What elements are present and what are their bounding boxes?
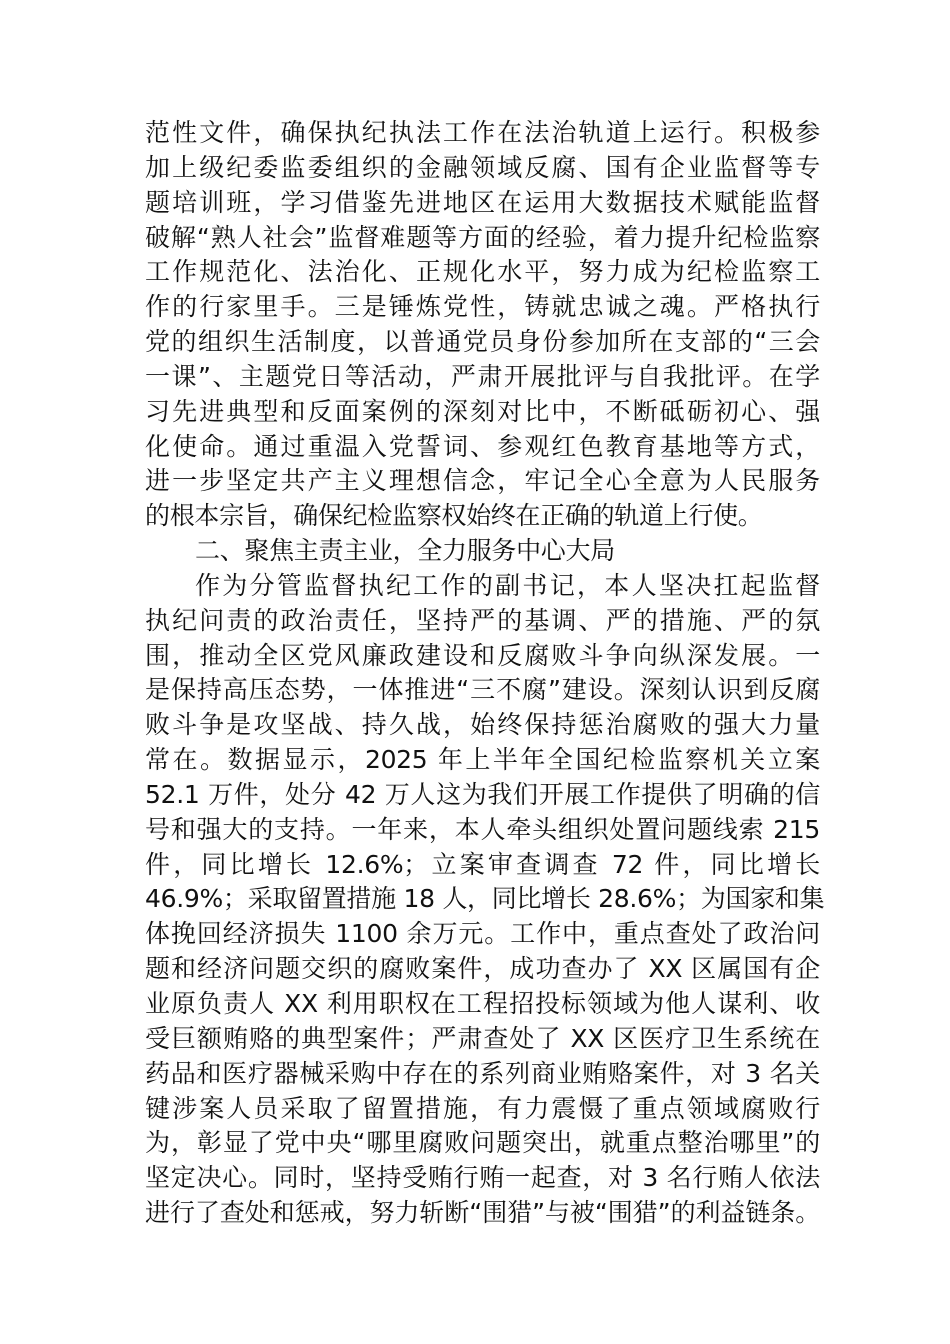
text-line: 受巨额贿赂的典型案件；严肃查处了 XX 区医疗卫生系统在 — [145, 1023, 820, 1053]
text-line: 作的行家里手。三是锤炼党性，铸就忠诚之魂。严格执行 — [145, 292, 820, 322]
text-line: 号和强大的支持。一年来，本人牵头组织处置问题线索 215 — [145, 814, 820, 844]
text-line: 件，同比增长 12.6%；立案审查调查 72 件，同比增长 — [145, 849, 820, 879]
text-line: 进行了查处和惩戒，努力斩断“围猎”与被“围猎”的利益链条。 — [145, 1198, 820, 1228]
text-line: 题和经济问题交织的腐败案件，成功查办了 XX 区属国有企 — [145, 954, 820, 984]
text-line: 进一步坚定共产主义理想信念，牢记全心全意为人民服务 — [145, 466, 820, 496]
text-line: 一课”、主题党日等活动，严肃开展批评与自我批评。在学 — [145, 361, 820, 391]
text-line: 作为分管监督执纪工作的副书记，本人坚决扛起监督 — [195, 570, 820, 600]
text-line: 52.1 万件，处分 42 万人这为我们开展工作提供了明确的信 — [145, 779, 820, 809]
text-line: 加上级纪委监委组织的金融领域反腐、国有企业监督等专 — [145, 152, 820, 182]
text-line: 常在。数据显示，2025 年上半年全国纪检监察机关立案 — [145, 745, 820, 775]
text-line: 是保持高压态势，一体推进“三不腐”建设。深刻认识到反腐 — [145, 675, 820, 705]
text-line: 破解“熟人社会”监督难题等方面的经验，着力提升纪检监察 — [145, 222, 820, 252]
text-line: 围，推动全区党风廉政建设和反腐败斗争向纵深发展。一 — [145, 640, 820, 670]
text-line: 体挽回经济损失 1100 余万元。工作中，重点查处了政治问 — [145, 919, 820, 949]
text-line: 工作规范化、法治化、正规化水平，努力成为纪检监察工 — [145, 257, 820, 287]
text-line: 坚定决心。同时，坚持受贿行贿一起查，对 3 名行贿人依法 — [145, 1163, 820, 1193]
text-line: 范性文件，确保执纪执法工作在法治轨道上运行。积极参 — [145, 118, 820, 147]
text-line: 执纪问责的政治责任，坚持严的基调、严的措施、严的氛 — [145, 605, 820, 635]
text-line: 败斗争是攻坚战、持久战，始终保持惩治腐败的强大力量 — [145, 710, 820, 740]
text-line: 党的组织生活制度，以普通党员身份参加所在支部的“三会 — [145, 327, 820, 357]
section-heading: 二、聚焦主责主业，全力服务中心大局 — [195, 536, 615, 566]
text-line: 习先进典型和反面案例的深刻对比中，不断砥砺初心、强 — [145, 396, 820, 426]
text-line: 键涉案人员采取了留置措施，有力震慑了重点领域腐败行 — [145, 1093, 820, 1123]
text-line: 为，彰显了党中央“哪里腐败问题突出，就重点整治哪里”的 — [145, 1128, 820, 1158]
text-line: 的根本宗旨，确保纪检监察权始终在正确的轨道上行使。 — [145, 501, 763, 531]
text-line: 业原负责人 XX 利用职权在工程招投标领域为他人谋利、收 — [145, 989, 820, 1018]
text-line: 药品和医疗器械采购中存在的系列商业贿赂案件，对 3 名关 — [145, 1058, 820, 1088]
text-line: 46.9%；采取留置措施 18 人，同比增长 28.6%；为国家和集 — [145, 884, 825, 914]
text-line: 题培训班，学习借鉴先进地区在运用大数据技术赋能监督 — [145, 187, 820, 217]
text-line: 化使命。通过重温入党誓词、参观红色教育基地等方式， — [145, 431, 820, 461]
